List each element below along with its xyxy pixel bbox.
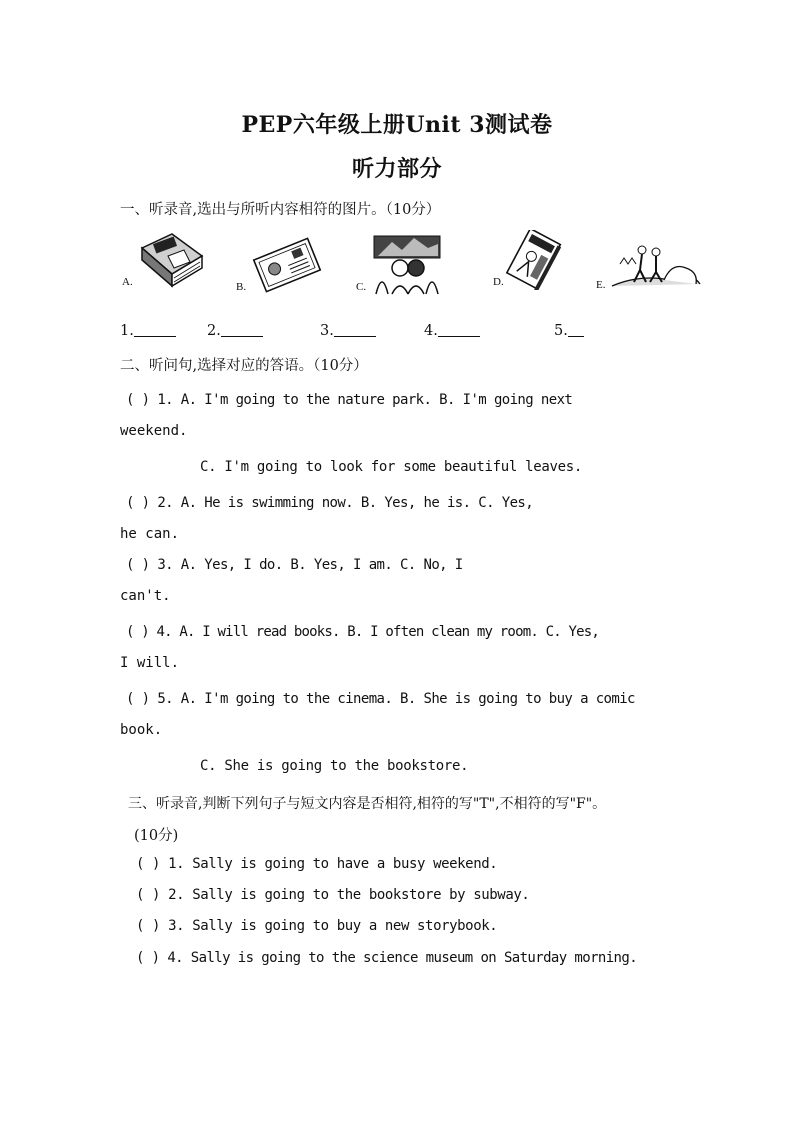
- answer-1-blank[interactable]: [134, 322, 176, 337]
- section3-heading: 三、听录音,判断下列句子与短文内容是否相符,相符的写"T",不相符的写"F"。: [128, 796, 607, 812]
- hikers-icon: [610, 240, 702, 290]
- answer-3-number: 3.: [320, 323, 334, 339]
- question-3-2: ( ) 2. Sally is going to the bookstore by subway.: [136, 887, 530, 903]
- question-2-5-line3: C. She is going to the bookstore.: [200, 758, 469, 774]
- page-subtitle: 听力部分: [351, 156, 442, 182]
- question-2-5-line1: ( ) 5. A. I'm going to the cinema. B. She is going to buy a comic: [126, 691, 635, 707]
- question-2-1-line1: ( ) 1. A. I'm going to the nature park. B. I'm going next: [126, 392, 573, 408]
- answer-3: [320, 322, 376, 339]
- option-e-label: E.: [596, 279, 606, 291]
- postcard-icon: [252, 236, 322, 294]
- answer-3-blank[interactable]: [334, 322, 376, 337]
- option-a-label: A.: [122, 276, 133, 288]
- answer-5-blank[interactable]: [568, 322, 584, 337]
- picture-c: [372, 234, 442, 300]
- page-title: PEP六年级上册Unit 3测试卷: [241, 112, 553, 138]
- section2-heading: 二、听问句,选择对应的答语。（10分）: [120, 358, 368, 374]
- answer-2: [207, 322, 263, 339]
- question-3-3: ( ) 3. Sally is going to buy a new storybook.: [136, 918, 498, 934]
- question-2-3-line2: can't.: [120, 588, 171, 604]
- option-b-label: B.: [236, 281, 247, 293]
- dictionary-book-icon: [138, 228, 206, 290]
- answer-4-blank[interactable]: [438, 322, 480, 337]
- question-2-3-line1: ( ) 3. A. Yes, I do. B. Yes, I am. C. No, I: [126, 557, 463, 573]
- option-c-label: C.: [356, 281, 367, 293]
- comic-book-icon: [502, 230, 566, 290]
- answer-5-number: 5.: [554, 323, 568, 339]
- picture-d: [502, 230, 566, 294]
- question-2-2-line1: ( ) 2. A. He is swimming now. B. Yes, he is. C. Yes,: [126, 495, 534, 511]
- answer-2-number: 2.: [207, 323, 221, 339]
- section1-heading: 一、听录音,选出与所听内容相符的图片。（10分）: [120, 202, 441, 218]
- option-d-label: D.: [493, 276, 504, 288]
- cinema-audience-icon: [372, 234, 442, 296]
- answer-4: [424, 322, 480, 339]
- question-3-1: ( ) 1. Sally is going to have a busy weekend.: [136, 856, 498, 872]
- picture-b: [252, 236, 322, 298]
- answer-2-blank[interactable]: [221, 322, 263, 337]
- question-2-1-line3: C. I'm going to look for some beautiful leaves.: [200, 459, 583, 475]
- question-2-4-line2: I will.: [120, 655, 180, 671]
- question-3-4: ( ) 4. Sally is going to the science museum on Saturday morning.: [136, 950, 638, 966]
- answer-5: [554, 322, 584, 339]
- section3-heading-points: (10分): [134, 828, 179, 844]
- answer-1: [120, 322, 176, 339]
- question-2-5-line2: book.: [120, 722, 163, 738]
- question-2-4-line1: ( ) 4. A. I will read books. B. I often clean my room. C. Yes,: [126, 624, 599, 640]
- answer-1-number: 1.: [120, 323, 134, 339]
- question-2-2-line2: he can.: [120, 526, 180, 542]
- picture-e: [610, 240, 702, 294]
- question-2-1-line2: weekend.: [120, 423, 188, 439]
- picture-a: [138, 228, 206, 294]
- answer-4-number: 4.: [424, 323, 438, 339]
